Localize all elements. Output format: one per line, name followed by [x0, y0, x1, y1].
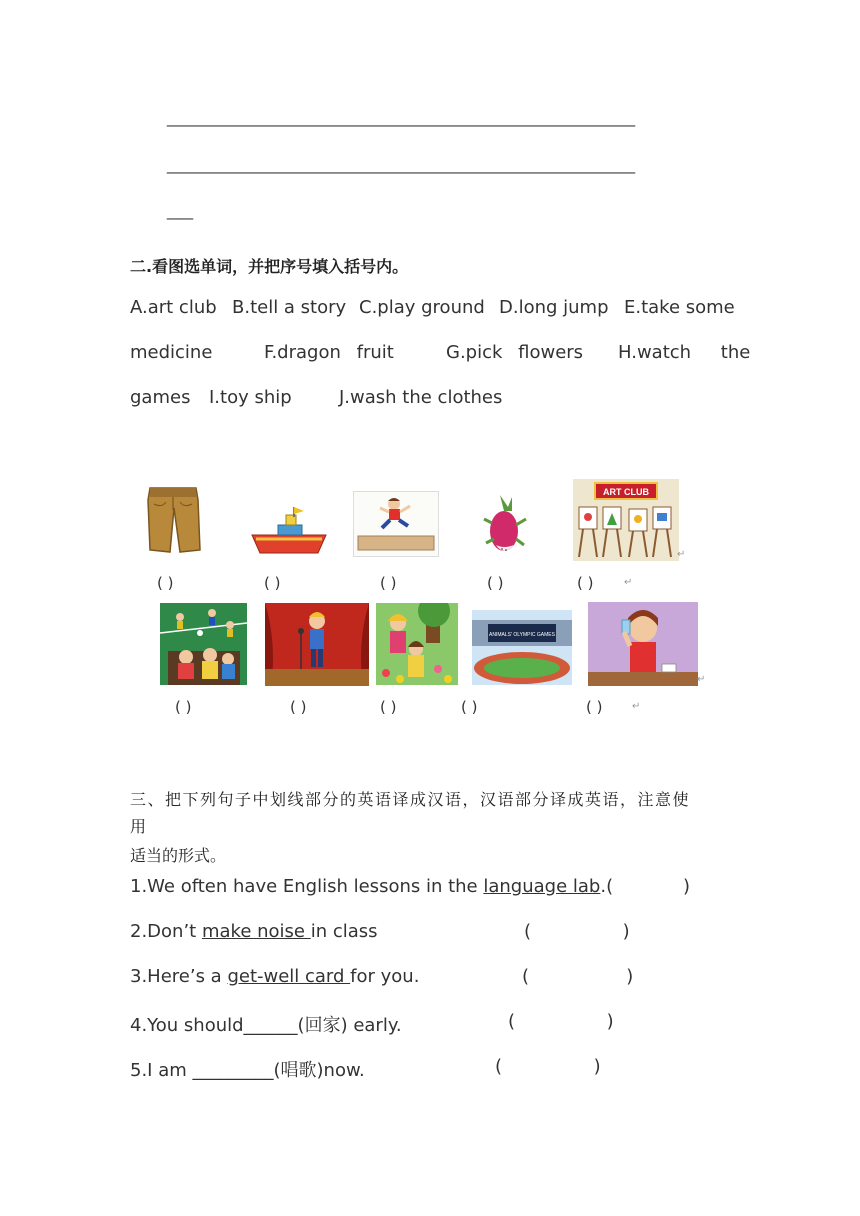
take-medicine-picture: [588, 602, 698, 686]
option-h-cont: games: [130, 387, 191, 408]
sentence-3: [130, 966, 419, 987]
sentence-text: for you.: [350, 966, 420, 987]
answer-paren[interactable]: ( ): [495, 1056, 601, 1077]
sentence-text: in class: [310, 921, 378, 942]
answer-paren[interactable]: ( ): [522, 966, 634, 987]
return-mark: ↵: [677, 549, 686, 560]
answer-line-2: ————————————————————————————————————: [166, 163, 634, 181]
answer-line-1: ————————————————————————————————————: [166, 116, 634, 134]
dragon-fruit-picture: [482, 489, 530, 557]
toy-ship-picture: [250, 505, 328, 557]
option-e-cont: medicine: [130, 342, 213, 363]
section3-title-cont: 用: [130, 817, 147, 836]
section2-title: 二.看图选单词，并把序号填入括号内。: [130, 257, 409, 276]
answer-paren-1[interactable]: ( ): [157, 574, 174, 592]
return-mark: ↵: [632, 701, 641, 712]
answer-paren-6[interactable]: ( ): [175, 698, 192, 716]
option-c: C.play ground: [359, 297, 485, 318]
option-g: G.pick flowers: [446, 342, 584, 363]
option-e: E.take some: [624, 297, 735, 318]
option-j: J.wash the clothes: [339, 387, 503, 408]
option-b: B.tell a story: [232, 297, 347, 318]
return-mark: ↵: [624, 577, 633, 588]
answer-paren-5[interactable]: ( ): [577, 574, 594, 592]
long-jump-picture: [353, 491, 439, 557]
stadium-sign: ANIMALS' OLYMPIC GAMES: [489, 632, 555, 638]
answer-paren-10[interactable]: ( ): [586, 698, 603, 716]
answer-paren-3[interactable]: ( ): [380, 574, 397, 592]
answer-paren-9[interactable]: ( ): [461, 698, 478, 716]
sentence-1: [130, 876, 613, 897]
option-h: H.watch the: [618, 342, 751, 363]
pick-flowers-picture: [376, 603, 458, 685]
watch-games-picture: [160, 603, 247, 685]
section3-title: 三、把下列句子中划线部分的英语译成汉语，汉语部分译成英语，注意使: [130, 790, 691, 809]
underlined-phrase: get-well card: [227, 966, 351, 987]
sentence-text: 2.Don’t: [130, 921, 202, 942]
art-club-sign: ART CLUB: [603, 487, 649, 497]
answer-paren[interactable]: ( ): [508, 1011, 614, 1032]
answer-paren-8[interactable]: ( ): [380, 698, 397, 716]
return-mark: ↵: [697, 674, 706, 685]
sentence-5: [130, 1056, 365, 1082]
section3-title-cont: 适当的形式。: [130, 846, 227, 865]
stadium-picture: [472, 610, 572, 685]
answer-paren-2[interactable]: ( ): [264, 574, 281, 592]
underlined-phrase: make noise: [201, 921, 311, 942]
answer-paren-7[interactable]: ( ): [290, 698, 307, 716]
answer-paren-4[interactable]: ( ): [487, 574, 504, 592]
sentence-text: 4.You should______(: [130, 1015, 305, 1036]
option-i: I.toy ship: [209, 387, 292, 408]
chinese-word: 唱歌: [280, 1060, 317, 1081]
sentence-text: 5.I am _________(: [130, 1060, 281, 1081]
answer-paren[interactable]: ( ): [524, 921, 630, 942]
sentence-text: 1.We often have English lessons in the: [130, 876, 484, 897]
sentence-2: [130, 921, 378, 942]
art-club-picture: [573, 479, 679, 561]
answer-line-3: ——: [166, 209, 192, 227]
tell-a-story-picture: [265, 603, 369, 686]
option-f: F.dragon fruit: [264, 342, 394, 363]
sentence-text: )now.: [316, 1060, 365, 1081]
chinese-word: 回家: [304, 1015, 341, 1036]
sentence-text: ) early.: [340, 1015, 402, 1036]
pants-picture: [144, 484, 202, 554]
sentence-text: .(: [600, 876, 614, 897]
option-a: A.art club: [130, 297, 217, 318]
option-d: D.long jump: [499, 297, 609, 318]
sentence-text: 3.Here’s a: [130, 966, 228, 987]
sentence-4: [130, 1011, 402, 1037]
answer-paren-close[interactable]: ): [683, 876, 691, 897]
underlined-phrase: language lab: [483, 876, 601, 897]
